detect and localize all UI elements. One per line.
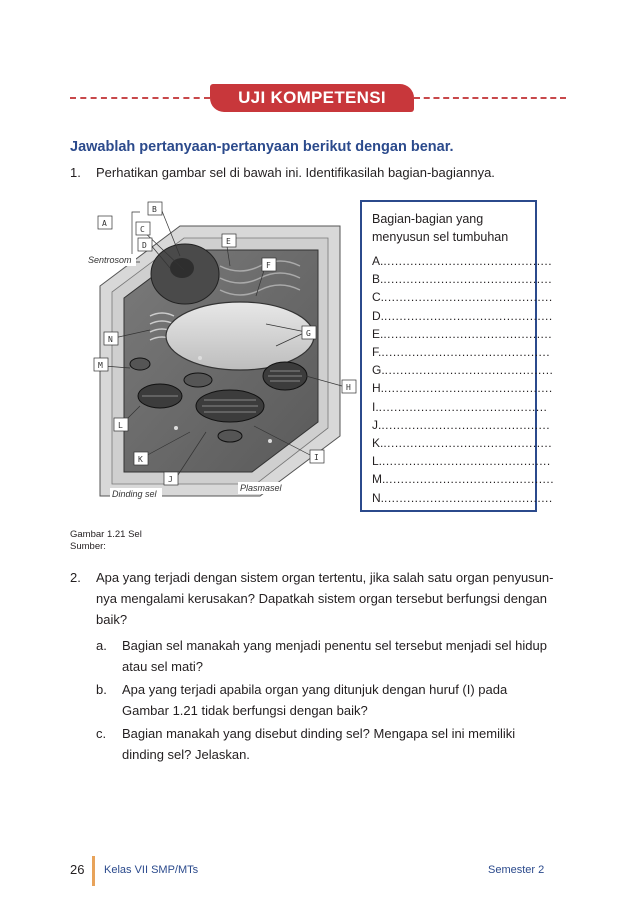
- answer-blank: ............................................: [383, 272, 553, 287]
- question-number: 2.: [70, 570, 81, 585]
- answer-letter: N.: [372, 490, 384, 505]
- answer-blank: ............................................: [384, 490, 553, 505]
- vacuole: [166, 302, 314, 370]
- answer-box: [360, 200, 555, 512]
- answer-letter: E.: [372, 326, 384, 341]
- answer-box-title: Bagian-bagian yang menyusun sel tumbuhan: [372, 212, 509, 244]
- question-text: Apa yang terjadi dengan sistem organ tertentu, jika salah satu organ penyusun- nya mengalami kerusakan? Dapatkah sistem organ tersebut berfungsi dengan baik?: [96, 570, 554, 627]
- answer-letter: K.: [372, 436, 384, 451]
- answer-blank: ............................................: [385, 472, 555, 487]
- question-number: 1.: [70, 165, 81, 180]
- label-b: [148, 202, 162, 215]
- footer-divider: [92, 856, 95, 886]
- label-sentrosom: Sentrosom: [88, 255, 132, 265]
- label-j: [164, 472, 178, 485]
- page-number: 26: [70, 862, 85, 877]
- answer-row: [372, 470, 555, 488]
- answer-row: [372, 489, 553, 507]
- svg-text:F: F: [266, 261, 271, 270]
- answer-blank: ............................................: [382, 454, 551, 469]
- answer-blank: ............................................: [384, 381, 553, 396]
- answer-row: [372, 452, 551, 470]
- label-f: [262, 258, 276, 271]
- svg-text:D: D: [142, 241, 147, 250]
- answer-row: [372, 270, 553, 288]
- answer-row: [372, 252, 553, 270]
- svg-text:E: E: [226, 237, 231, 246]
- answer-row: [372, 288, 553, 306]
- answer-letter: D.: [372, 308, 384, 323]
- label-e: [222, 234, 236, 247]
- answer-letter: C.: [372, 290, 384, 305]
- answer-letter: A.: [372, 254, 384, 268]
- answer-letter: M.: [372, 472, 386, 487]
- answer-letter: J.: [372, 417, 382, 432]
- answer-row: [372, 307, 553, 325]
- svg-text:K: K: [138, 455, 143, 464]
- answer-blank: ............................................: [384, 308, 553, 323]
- label-d: [138, 238, 152, 251]
- footer-semester: Semester 2: [488, 864, 545, 876]
- section-title: UJI KOMPETENSI: [238, 88, 386, 107]
- instruction-heading: Jawablah pertanyaan-pertanyaan berikut dengan benar.: [70, 139, 454, 155]
- label-g: [302, 326, 316, 339]
- answer-letter: H.: [372, 381, 384, 396]
- answer-letter: F.: [372, 345, 382, 360]
- answer-blank: ............................................: [383, 326, 553, 341]
- caption-source: Sumber:: [70, 541, 106, 552]
- label-a: [98, 216, 112, 229]
- label-k: [134, 452, 148, 465]
- answer-row: [372, 416, 551, 434]
- answer-letter: I.: [372, 399, 379, 414]
- answer-blank: ............................................: [381, 417, 551, 432]
- figure-caption: [70, 529, 142, 553]
- answer-row: [372, 343, 551, 361]
- answer-row: [372, 325, 553, 343]
- footer-book-title: Kelas VII SMP/MTs: [104, 864, 199, 876]
- label-c: [136, 222, 150, 235]
- answer-list: [372, 252, 555, 507]
- svg-text:A: A: [102, 219, 107, 228]
- answer-letter: B.: [372, 272, 384, 287]
- label-plasmasel: Plasmasel: [240, 483, 282, 493]
- header-dashed-line-right: [414, 97, 566, 99]
- svg-text:L: L: [118, 421, 123, 430]
- section-banner: [210, 84, 414, 112]
- question-text: Perhatikan gambar sel di bawah ini. Identifikasilah bagian-bagiannya.: [96, 165, 495, 180]
- svg-text:M: M: [98, 361, 103, 370]
- answer-blank: ............................................: [378, 399, 548, 414]
- label-l: [114, 418, 128, 431]
- label-m: [94, 358, 108, 371]
- header-dashed-line-left: [70, 97, 210, 99]
- label-dinding-sel: Dinding sel: [112, 489, 157, 499]
- svg-text:B: B: [152, 205, 157, 214]
- svg-text:G: G: [306, 329, 311, 338]
- answer-blank: ............................................: [381, 345, 551, 360]
- answer-blank: ............................................: [384, 363, 554, 378]
- svg-text:N: N: [108, 335, 113, 344]
- svg-text:I: I: [314, 453, 319, 462]
- label-n: [104, 332, 118, 345]
- answer-letter: L.: [372, 454, 383, 469]
- answer-row: [372, 434, 553, 452]
- label-h: [342, 380, 356, 393]
- svg-text:H: H: [346, 383, 351, 392]
- answer-letter: G.: [372, 363, 385, 378]
- svg-text:C: C: [140, 225, 145, 234]
- plant-cell-illustration: [80, 196, 360, 512]
- answer-blank: ............................................: [383, 436, 553, 451]
- plant-cell-figure: [80, 196, 360, 512]
- answer-row: [372, 361, 554, 379]
- svg-text:J: J: [168, 475, 173, 484]
- answer-blank: ............................................: [383, 254, 553, 268]
- answer-row: [372, 398, 548, 416]
- answer-blank: ............................................: [384, 290, 553, 305]
- label-i: [310, 450, 324, 463]
- caption-title: Gambar 1.21 Sel: [70, 529, 142, 540]
- answer-row: [372, 379, 553, 397]
